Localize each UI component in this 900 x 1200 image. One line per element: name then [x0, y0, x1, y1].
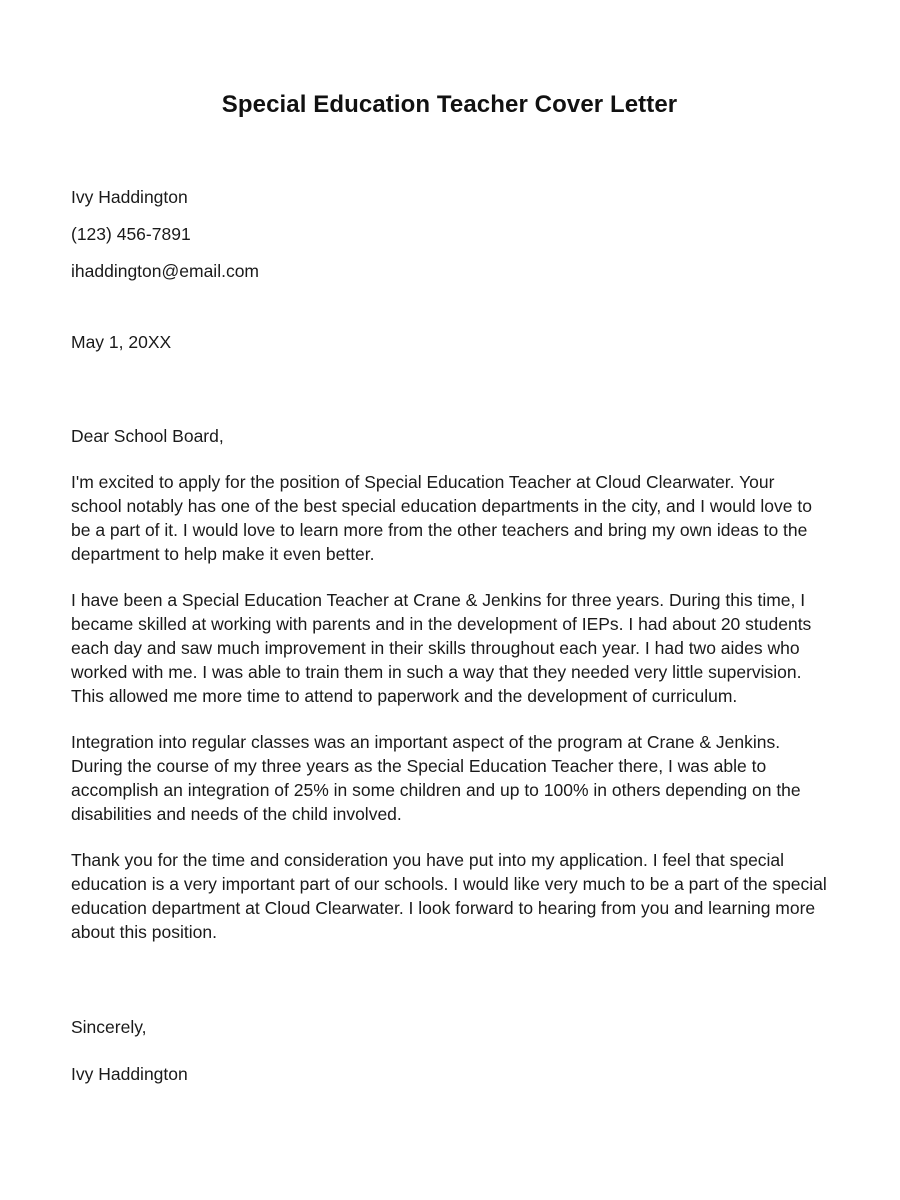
sender-email: ihaddington@email.com	[71, 261, 260, 281]
sender-contact-block	[71, 185, 828, 283]
page-title: Special Education Teacher Cover Letter	[221, 91, 678, 118]
sender-name: Ivy Haddington	[71, 187, 188, 207]
body-paragraph: Thank you for the time and consideration you have put into my application. I feel that special education is a very important part of our schools. I would like very much to be a part of the special education department at Cloud Clearwater. I look forward to hearing from you and learning more about this position.	[71, 850, 827, 942]
salutation: Dear School Board,	[71, 426, 224, 446]
body-paragraph: I'm excited to apply for the position of Special Education Teacher at Cloud Clearwater. Your school notably has one of the best special education departments in the city, and I would love to be a part of it. I would love to learn more from the other teachers and bring my own ideas to the department to help make it even better.	[71, 472, 812, 564]
closing: Sincerely,	[71, 1017, 147, 1037]
sender-phone: (123) 456-7891	[71, 224, 191, 244]
letter-date: May 1, 20XX	[71, 332, 172, 352]
body-paragraph: I have been a Special Education Teacher at Crane & Jenkins for three years. During this time, I became skilled at working with parents and in the development of IEPs. I had about 20 students each day and saw much improvement in their skills throughout each year. I had two aides who worked with me. I was able to train them in such a way that they needed very little supervision. This allowed me more time to attend to paperwork and the development of curriculum.	[71, 590, 812, 706]
signature-name: Ivy Haddington	[71, 1064, 188, 1084]
body-paragraph: Integration into regular classes was an important aspect of the program at Crane & Jenkins. During the course of my three years as the Special Education Teacher there, I was able to accomplish an integration of 25% in some children and up to 100% in others depending on the disabilities and needs of the child involved.	[71, 732, 801, 824]
